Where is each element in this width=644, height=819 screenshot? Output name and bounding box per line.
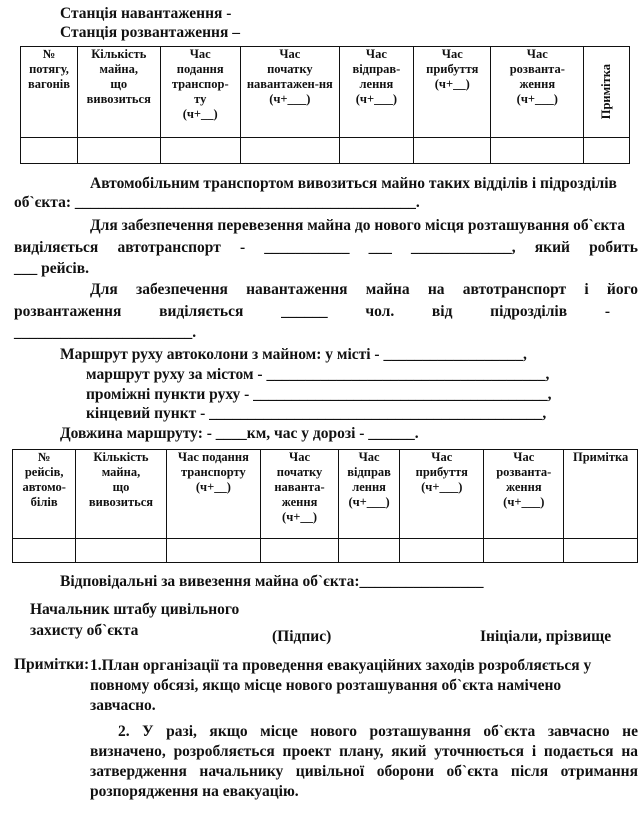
responsible-line: Відповідальні за вивезення майна об`єкта:________________ (60, 573, 484, 590)
unloading-station: Станція розвантаження – (60, 24, 240, 41)
table-row (21, 137, 630, 163)
t2-header-loading: Час початку наванта- ження (ч+__) (261, 450, 339, 539)
transport-paragraph-line1: Для забезпечення перевезення майна до нового місця розташування об`єкта (90, 217, 625, 234)
t2-header-unloading: Час розванта- ження (ч+___) (484, 450, 564, 539)
t1-header-supply: Час подання транспор- ту (ч+__) (160, 47, 240, 138)
transport-paragraph-line2: виділяється автотранспорт - ___________ ___ _____________, який робить (14, 239, 638, 256)
route-length: Довжина маршруту: - ____км, час у дорозі - ______. (60, 425, 419, 442)
t1-header-train: № потягу, вагонів (21, 47, 78, 138)
auto-paragraph-line1: Автомобільним транспортом вивозиться майно таких відділів і підрозділів (90, 175, 617, 192)
t2-header-supply: Час подання транспорту (ч+__) (166, 450, 260, 539)
route-outside: маршрут руху за містом - ____________________________________, (86, 366, 550, 383)
t1-header-loading: Час початку навантажен-ня (ч+___) (240, 47, 339, 138)
t1-header-note: Примітка (584, 47, 630, 138)
t2-header-quantity: Кількість майна, що вивозиться (76, 450, 166, 539)
loading-paragraph-line2: розвантаження виділяється ______ чол. від підрозділів - (14, 303, 610, 320)
table-row (13, 539, 638, 563)
t2-header-trip: № рейсів, автомо- білів (13, 450, 76, 539)
note-2: 2. У разі, якщо місце нового розташування об`єкта завчасно не визначено, розробляється проект плану, який уточнюється і подається на затвердження начальнику цивільної оборони об`єкта після отримання розпорядження на евакуацію. (90, 723, 638, 800)
t2-header-departure: Час відправ лення (ч+___) (338, 450, 399, 539)
initials-caption: Ініціали, прізвище (480, 628, 612, 645)
chief-title-line1: Начальник штабу цивільного (30, 601, 240, 618)
loading-station: Станція навантаження - (60, 5, 232, 22)
note-1: 1.План організації та проведення евакуаційних заходів розробляється у повному обсязі, якщо місце нового розташування об`єкта намічено завчасно. (90, 657, 592, 714)
chief-title-line2: захисту об`єкта (30, 622, 139, 639)
t1-header-departure: Час відправ- лення (ч+___) (339, 47, 413, 138)
route-final: кінцевий пункт - ___________________________________________, (86, 405, 547, 422)
signature-caption: (Підпис) (272, 628, 332, 645)
t2-header-note: Примітка (564, 450, 638, 539)
t1-header-quantity: Кількість майна, що вивозиться (78, 47, 160, 138)
auto-paragraph-line2: об`єкта: ____________________________________________. (14, 194, 420, 211)
notes-label: Примітки: (14, 656, 90, 673)
loading-paragraph-line1: Для забезпечення навантаження майна на автотранспорт і його (90, 281, 638, 298)
route-intermediate: проміжні пункти руху - ______________________________________, (86, 386, 552, 403)
t1-header-arrival: Час прибуття (ч+__) (414, 47, 491, 138)
trips-schedule-table (12, 449, 638, 563)
t1-header-unloading: Час розванта- ження (ч+___) (491, 47, 584, 138)
loading-paragraph-line3: _______________________. (14, 324, 197, 341)
route-city: Маршрут руху автоколони з майном: у місті - __________________, (60, 346, 527, 363)
train-schedule-table (20, 46, 630, 164)
transport-paragraph-line3: ___ рейсів. (14, 260, 89, 277)
t2-header-arrival: Час прибуття (ч+___) (400, 450, 484, 539)
